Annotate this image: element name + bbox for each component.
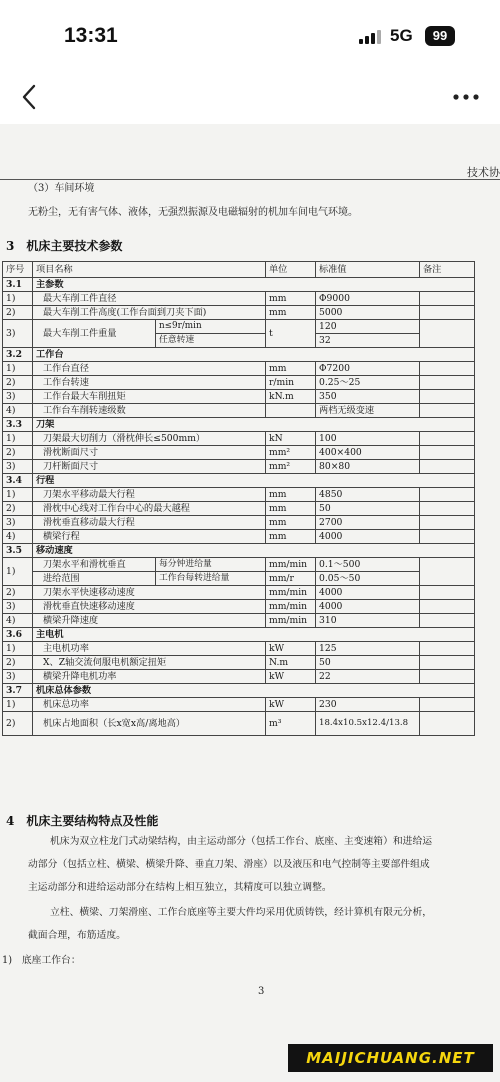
row-name: 横梁升降速度 — [33, 614, 266, 628]
row-unit: mm/min — [266, 614, 316, 628]
row-number: 1) — [3, 698, 33, 712]
row-value: 350 — [316, 390, 420, 404]
battery-icon: 99 — [425, 26, 455, 46]
row-number: 3) — [3, 320, 33, 348]
row-unit: kW — [266, 642, 316, 656]
chevron-left-icon[interactable] — [16, 82, 44, 112]
row-number: 2) — [3, 656, 33, 670]
row-unit: mm/min — [266, 558, 316, 572]
group-number: 3.2 — [3, 348, 33, 362]
table-row — [3, 572, 475, 586]
row-name: 主电机功率 — [33, 642, 266, 656]
ellipsis-icon[interactable] — [446, 82, 486, 112]
row-note — [420, 306, 475, 320]
list-item: 1) 底座工作台： — [2, 955, 81, 966]
row-note — [420, 656, 475, 670]
row-number: 1) — [3, 558, 33, 586]
row-number: 1) — [3, 642, 33, 656]
row-unit: kW — [266, 698, 316, 712]
row-unit: kW — [266, 670, 316, 684]
row-note — [420, 362, 475, 376]
row-name: 最大车削工件高度(工作台面到刀夹下面) — [33, 306, 266, 320]
row-note — [420, 712, 475, 736]
row-note — [420, 642, 475, 656]
row-unit: mm — [266, 502, 316, 516]
row-unit — [266, 404, 316, 418]
row-unit: mm — [266, 292, 316, 306]
row-value: 2700 — [316, 516, 420, 530]
env-title: （3）车间环境 — [28, 183, 95, 194]
group-number: 3.7 — [3, 684, 33, 698]
row-note — [420, 376, 475, 390]
row-number: 2) — [3, 306, 33, 320]
row-value: 0.05～50 — [316, 572, 420, 586]
row-unit: mm² — [266, 446, 316, 460]
table-row — [3, 614, 475, 628]
row-value: 100 — [316, 432, 420, 446]
group-name: 机床总体参数 — [33, 684, 475, 698]
row-note — [420, 558, 475, 586]
row-unit: mm/min — [266, 600, 316, 614]
row-unit: r/min — [266, 376, 316, 390]
row-number: 3) — [3, 460, 33, 474]
row-value: 310 — [316, 614, 420, 628]
row-unit: mm — [266, 362, 316, 376]
row-value: 4000 — [316, 586, 420, 600]
network-type: 5G — [390, 26, 413, 45]
row-value: 4850 — [316, 488, 420, 502]
env-text: 无粉尘，无有害气体、液体，无强烈振源及电磁辐射的机加车间电气环境。 — [28, 207, 358, 218]
group-number: 3.5 — [3, 544, 33, 558]
section-3-title: 3 机床主要技术参数 — [6, 239, 123, 253]
row-note — [420, 446, 475, 460]
row-number: 2) — [3, 376, 33, 390]
row-unit: mm — [266, 530, 316, 544]
status-bar — [0, 0, 500, 72]
table-row — [3, 292, 475, 306]
group-number: 3.6 — [3, 628, 33, 642]
table-row — [3, 642, 475, 656]
table-row — [3, 488, 475, 502]
row-value: Φ9000 — [316, 292, 420, 306]
row-value: 50 — [316, 656, 420, 670]
group-name: 行程 — [33, 474, 475, 488]
row-value: 80×80 — [316, 460, 420, 474]
header-cell: 单位 — [266, 262, 316, 278]
row-unit: mm² — [266, 460, 316, 474]
row-note — [420, 460, 475, 474]
table-row — [3, 670, 475, 684]
row-value: 4000 — [316, 530, 420, 544]
row-value: 120 — [316, 320, 420, 334]
paragraph-line: 动部分（包括立柱、横梁、横梁升降、垂直刀架、滑座）以及液压和电气控制等主要部件组成 — [28, 859, 430, 870]
row-unit: mm/min — [266, 586, 316, 600]
row-number: 1) — [3, 362, 33, 376]
table-group-row — [3, 684, 475, 698]
row-name: 横梁升降电机功率 — [33, 670, 266, 684]
table-row — [3, 502, 475, 516]
row-note — [420, 502, 475, 516]
page-number: 3 — [258, 986, 265, 997]
row-unit: mm/r — [266, 572, 316, 586]
row-number: 3) — [3, 390, 33, 404]
row-unit: mm — [266, 306, 316, 320]
document-page[interactable] — [0, 124, 500, 1082]
group-name: 主参数 — [33, 278, 475, 292]
row-sub-label: 任意转速 — [156, 334, 266, 348]
row-name: 滑枕垂直快速移动速度 — [33, 600, 266, 614]
row-note — [420, 320, 475, 348]
section-4-title: 4 机床主要结构特点及性能 — [6, 814, 159, 828]
row-note — [420, 390, 475, 404]
row-number: 1) — [3, 432, 33, 446]
row-name: 工作台最大车削扭矩 — [33, 390, 266, 404]
row-value: 两档无级变速 — [316, 404, 420, 418]
row-name: 滑枕垂直移动最大行程 — [33, 516, 266, 530]
row-number: 4) — [3, 404, 33, 418]
table-row — [3, 432, 475, 446]
watermark: MAIJICHUANG.NET — [288, 1044, 493, 1072]
row-note — [420, 586, 475, 600]
paragraph-line: 机床为双立柱龙门式动梁结构，由主运动部分（包括工作台、底座、主变速箱）和进给运 — [50, 836, 433, 847]
row-value: 4000 — [316, 600, 420, 614]
row-number: 2) — [3, 446, 33, 460]
row-value: 0.1～500 — [316, 558, 420, 572]
row-number: 1) — [3, 488, 33, 502]
table-row — [3, 656, 475, 670]
row-name: 最大车削工件直径 — [33, 292, 266, 306]
table-group-row — [3, 544, 475, 558]
header-cell: 序号 — [3, 262, 33, 278]
row-note — [420, 530, 475, 544]
group-number: 3.1 — [3, 278, 33, 292]
row-name: 进给范围 — [33, 572, 156, 586]
row-name: 刀架水平快速移动速度 — [33, 586, 266, 600]
row-name: 机床总功率 — [33, 698, 266, 712]
row-name: 刀架最大切削力（滑枕伸长≤500mm） — [33, 432, 266, 446]
group-name: 刀架 — [33, 418, 475, 432]
table-row — [3, 306, 475, 320]
table-row — [3, 600, 475, 614]
row-number: 2) — [3, 586, 33, 600]
row-number: 4) — [3, 614, 33, 628]
paragraph-line: 截面合理，布筋适度。 — [28, 930, 126, 941]
row-value: 230 — [316, 698, 420, 712]
row-name: 滑枕断面尺寸 — [33, 446, 266, 460]
row-unit: mm — [266, 516, 316, 530]
row-value: 32 — [316, 334, 420, 348]
group-name: 工作台 — [33, 348, 475, 362]
row-value: 400×400 — [316, 446, 420, 460]
signal-icon — [359, 30, 381, 44]
row-unit: kN.m — [266, 390, 316, 404]
row-name: 刀架水平移动最大行程 — [33, 488, 266, 502]
page-header: 技术协 — [467, 166, 500, 179]
table-row — [3, 404, 475, 418]
row-value: 125 — [316, 642, 420, 656]
row-unit: m³ — [266, 712, 316, 736]
row-unit: N.m — [266, 656, 316, 670]
group-name: 移动速度 — [33, 544, 475, 558]
table-group-row — [3, 628, 475, 642]
row-value: 5000 — [316, 306, 420, 320]
row-name: 机床占地面积（长x宽x高/离地高） — [33, 712, 266, 736]
row-note — [420, 614, 475, 628]
row-note — [420, 698, 475, 712]
group-name: 主电机 — [33, 628, 475, 642]
table-row — [3, 460, 475, 474]
table-group-row — [3, 418, 475, 432]
parameters-table — [2, 261, 475, 736]
table-row — [3, 698, 475, 712]
row-number: 3) — [3, 670, 33, 684]
group-number: 3.4 — [3, 474, 33, 488]
group-number: 3.3 — [3, 418, 33, 432]
row-name: 最大车削工件重量 — [33, 320, 156, 348]
row-name: 横梁行程 — [33, 530, 266, 544]
row-note — [420, 404, 475, 418]
row-value: Φ7200 — [316, 362, 420, 376]
nav-bar — [0, 72, 500, 124]
table-row — [3, 516, 475, 530]
table-header-row — [3, 262, 475, 278]
header-cell: 项目名称 — [33, 262, 266, 278]
row-note — [420, 516, 475, 530]
row-sub-label: n≤9r/min — [156, 320, 266, 334]
row-sub-label: 工作台每转进给量 — [156, 572, 266, 586]
row-name: 工作台车削转速级数 — [33, 404, 266, 418]
row-name: 滑枕中心线对工作台中心的最大越程 — [33, 502, 266, 516]
row-value: 18.4x10.5x12.4/13.8 — [316, 712, 420, 736]
table-row — [3, 530, 475, 544]
row-value: 22 — [316, 670, 420, 684]
table-group-row — [3, 474, 475, 488]
table-row — [3, 376, 475, 390]
status-time: 13:31 — [64, 24, 118, 47]
row-number: 1) — [3, 292, 33, 306]
row-number: 3) — [3, 600, 33, 614]
row-name: 刀架水平和滑枕垂直 — [33, 558, 156, 572]
row-number: 4) — [3, 530, 33, 544]
table-row — [3, 362, 475, 376]
header-cell: 备注 — [420, 262, 475, 278]
table-row — [3, 320, 475, 334]
header-cell: 标准值 — [316, 262, 420, 278]
row-sub-label: 每分钟进给量 — [156, 558, 266, 572]
row-value: 0.25～25 — [316, 376, 420, 390]
row-name: X、Z轴交流伺服电机额定扭矩 — [33, 656, 266, 670]
row-note — [420, 670, 475, 684]
row-unit: kN — [266, 432, 316, 446]
row-number: 2) — [3, 712, 33, 736]
row-note — [420, 600, 475, 614]
table-row — [3, 390, 475, 404]
table-group-row — [3, 348, 475, 362]
row-name: 工作台转速 — [33, 376, 266, 390]
table-row — [3, 558, 475, 572]
table-row — [3, 446, 475, 460]
row-unit: t — [266, 320, 316, 348]
row-unit: mm — [266, 488, 316, 502]
row-note — [420, 432, 475, 446]
row-name: 刀杆断面尺寸 — [33, 460, 266, 474]
row-number: 3) — [3, 516, 33, 530]
paragraph-line: 主运动部分和进给运动部分在结构上相互独立，其精度可以独立调整。 — [28, 882, 332, 893]
table-row — [3, 712, 475, 736]
row-note — [420, 488, 475, 502]
paragraph-line: 立柱、横梁、刀架滑座、工作台底座等主要大件均采用优质铸铁，经计算机有限元分析， — [50, 907, 433, 918]
table-row — [3, 586, 475, 600]
row-number: 2) — [3, 502, 33, 516]
table-group-row — [3, 278, 475, 292]
row-note — [420, 292, 475, 306]
row-name: 工作台直径 — [33, 362, 266, 376]
row-value: 50 — [316, 502, 420, 516]
